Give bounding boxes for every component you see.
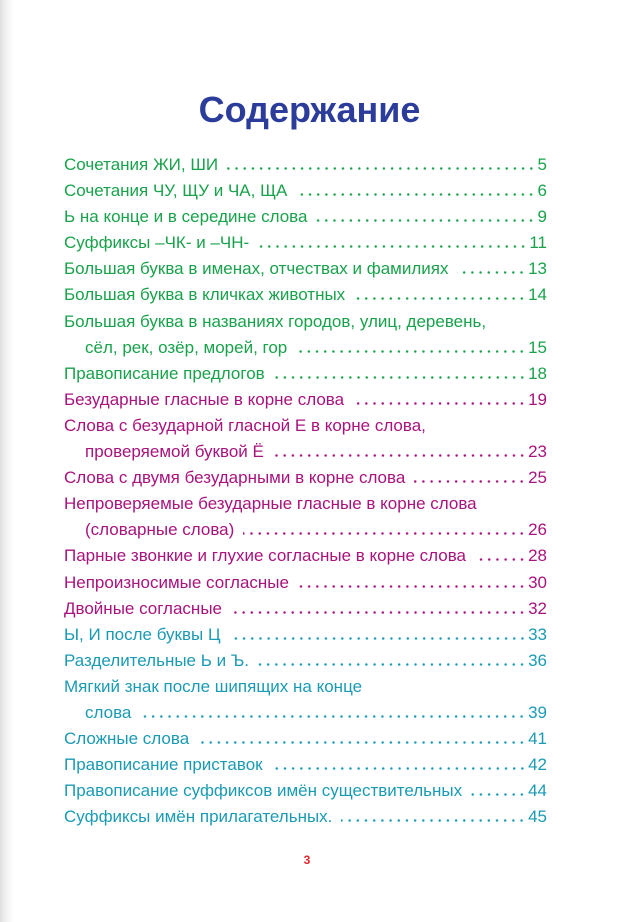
dot-leader bbox=[296, 193, 535, 196]
dot-leader bbox=[296, 350, 526, 353]
dot-leader bbox=[414, 480, 526, 483]
dot-leader bbox=[230, 637, 527, 640]
toc-entry-line bbox=[64, 726, 547, 752]
toc-entry-title: Двойные согласные bbox=[64, 598, 222, 618]
toc-entry-page: 45 bbox=[528, 807, 547, 827]
toc-entry bbox=[64, 674, 547, 726]
toc-entry bbox=[64, 387, 547, 413]
dot-leader bbox=[231, 611, 526, 614]
dot-leader bbox=[272, 767, 526, 770]
toc-entry-title: Непроверяемые безударные гласные в корне слова bbox=[64, 494, 477, 514]
toc-entry-title: Сочетания ЖИ, ШИ bbox=[64, 155, 219, 174]
toc-entry-title: Правописание суффиксов имён существительных bbox=[64, 781, 463, 801]
toc-entry bbox=[64, 491, 547, 543]
toc-entry bbox=[64, 570, 547, 596]
dot-leader bbox=[258, 663, 526, 666]
toc-entry-continuation-line bbox=[64, 700, 547, 726]
toc-entry bbox=[64, 230, 547, 256]
toc-entry-title: Большая буква в кличках животных bbox=[64, 285, 346, 305]
toc-entry-title-continued: проверяемой буквой Ё bbox=[85, 442, 264, 462]
toc-entry-title: Суффиксы –ЧК- и –ЧН- bbox=[64, 233, 250, 253]
dot-leader bbox=[258, 245, 527, 248]
toc-entry-line bbox=[64, 570, 547, 596]
toc-entry-line bbox=[64, 491, 547, 517]
toc-entry bbox=[64, 413, 547, 465]
toc-entry bbox=[64, 648, 547, 674]
dot-leader bbox=[243, 532, 526, 535]
toc-entry bbox=[64, 309, 547, 361]
toc-entry bbox=[64, 622, 547, 648]
toc-entry-page: 9 bbox=[537, 207, 547, 227]
toc-entry-title: Правописание приставок bbox=[64, 755, 263, 775]
toc-entry-title: Ы, И после буквы Ц bbox=[64, 624, 221, 644]
toc-entry-line bbox=[64, 256, 547, 282]
toc-entry-line bbox=[64, 282, 547, 308]
toc-entry-page: 44 bbox=[528, 781, 547, 801]
toc-entry-line bbox=[64, 413, 547, 439]
toc-entry-title: Суффиксы имён прилагательных. bbox=[64, 807, 333, 827]
toc-entry-line bbox=[64, 622, 547, 648]
toc-entry-page: 32 bbox=[528, 598, 547, 618]
toc-entry bbox=[64, 543, 547, 569]
toc-entry-title: Безударные гласные в корне слова bbox=[64, 389, 345, 409]
toc-entry-page: 42 bbox=[528, 755, 547, 775]
dot-leader bbox=[471, 793, 526, 796]
page-gutter-shadow bbox=[0, 0, 14, 922]
toc-entry-title-continued: (словарные слова) bbox=[85, 520, 235, 540]
toc-entry-line bbox=[64, 778, 547, 804]
toc-entry-line bbox=[64, 465, 547, 491]
toc-entry-continuation-line bbox=[64, 335, 547, 361]
toc-entry-page: 13 bbox=[528, 259, 547, 279]
toc-entry-page: 15 bbox=[528, 337, 547, 357]
toc-entry bbox=[64, 361, 547, 387]
toc-entry-title: Большая буква в названиях городов, улиц, деревень, bbox=[64, 311, 487, 331]
toc-entry-page: 41 bbox=[528, 729, 547, 749]
toc-entry-line bbox=[64, 230, 547, 256]
page-title: Содержание bbox=[198, 89, 421, 130]
dot-leader bbox=[475, 558, 526, 561]
toc-entry-line bbox=[64, 387, 547, 413]
toc-entry-title: Слова с безударной гласной Е в корне слова, bbox=[64, 415, 426, 435]
dot-leader bbox=[353, 402, 526, 405]
toc-entry-continuation-line bbox=[64, 439, 547, 465]
toc-entry-line bbox=[64, 361, 547, 387]
dot-leader bbox=[140, 715, 526, 718]
toc-entry-line bbox=[64, 204, 547, 230]
toc-entry-continuation-line bbox=[64, 517, 547, 543]
toc-entry bbox=[64, 726, 547, 752]
toc-entry-title: Разделительные Ь и Ъ. bbox=[64, 650, 250, 670]
toc-entry-page: 33 bbox=[528, 624, 547, 644]
toc-entry-line bbox=[64, 648, 547, 674]
toc-entry-line bbox=[64, 543, 547, 569]
toc-entry-title: Сложные слова bbox=[64, 729, 190, 749]
toc-section-3 bbox=[64, 622, 547, 831]
toc-entry-line bbox=[64, 674, 547, 700]
toc-entry bbox=[64, 778, 547, 804]
dot-leader bbox=[354, 297, 526, 300]
toc-section-1 bbox=[64, 152, 547, 387]
dot-leader bbox=[316, 219, 535, 222]
toc-entry bbox=[64, 282, 547, 308]
dot-leader bbox=[457, 271, 526, 274]
toc-entry bbox=[64, 256, 547, 282]
toc-section-2 bbox=[64, 387, 547, 622]
toc-entry-line bbox=[64, 596, 547, 622]
toc-entry-title: Слова с двумя безударными в корне слова bbox=[64, 468, 406, 488]
toc-entry-page: 6 bbox=[537, 181, 547, 201]
toc-entry bbox=[64, 596, 547, 622]
toc-entry-page: 30 bbox=[528, 572, 547, 592]
toc-entry-page: 25 bbox=[528, 468, 547, 488]
toc-entry-page: 39 bbox=[528, 702, 547, 722]
toc-entry-page: 23 bbox=[528, 442, 547, 462]
toc-entry bbox=[64, 178, 547, 204]
toc-entry-title-continued: слова bbox=[85, 702, 132, 722]
dot-leader bbox=[274, 376, 526, 379]
toc-entry-page: 26 bbox=[528, 520, 547, 540]
toc-entry-title: Сочетания ЧУ, ЩУ и ЧА, ЩА bbox=[64, 181, 288, 201]
toc-entry-page: 18 bbox=[528, 363, 547, 383]
dot-leader bbox=[227, 167, 535, 170]
dot-leader bbox=[298, 585, 526, 588]
toc-entry bbox=[64, 204, 547, 230]
toc-entry-page: 14 bbox=[528, 285, 547, 305]
toc-entry-title: Непроизносимые согласные bbox=[64, 572, 289, 592]
toc-entry-line bbox=[64, 178, 547, 204]
toc-entry-line bbox=[64, 152, 547, 178]
toc-entry-title: Мягкий знак после шипящих на конце bbox=[64, 676, 363, 696]
toc-entry bbox=[64, 752, 547, 778]
toc-entry-page: 5 bbox=[537, 155, 547, 174]
toc-entry bbox=[64, 465, 547, 491]
toc-entry bbox=[64, 804, 547, 830]
toc-entry-page: 28 bbox=[528, 546, 547, 566]
toc-entry-title-continued: сёл, рек, озёр, морей, гор bbox=[85, 337, 288, 357]
dot-leader bbox=[341, 819, 526, 822]
dot-leader bbox=[198, 741, 526, 744]
toc-entry-line bbox=[64, 804, 547, 830]
toc-entry-line bbox=[64, 752, 547, 778]
toc-entry-page: 11 bbox=[529, 233, 547, 253]
table-of-contents bbox=[64, 152, 547, 830]
toc-entry-title: Правописание предлогов bbox=[64, 363, 265, 383]
toc-entry-title: Парные звонкие и глухие согласные в корне слова bbox=[64, 546, 466, 566]
toc-entry-title: Большая буква в именах, отчествах и фамилиях bbox=[64, 259, 449, 279]
toc-entry-line bbox=[64, 309, 547, 335]
toc-entry-title: Ь на конце и в середине слова bbox=[64, 207, 308, 227]
toc-entry bbox=[64, 152, 547, 178]
page-number: 3 bbox=[303, 853, 311, 867]
dot-leader bbox=[273, 454, 526, 457]
toc-entry-page: 36 bbox=[528, 650, 547, 670]
toc-entry-page: 19 bbox=[528, 389, 547, 409]
